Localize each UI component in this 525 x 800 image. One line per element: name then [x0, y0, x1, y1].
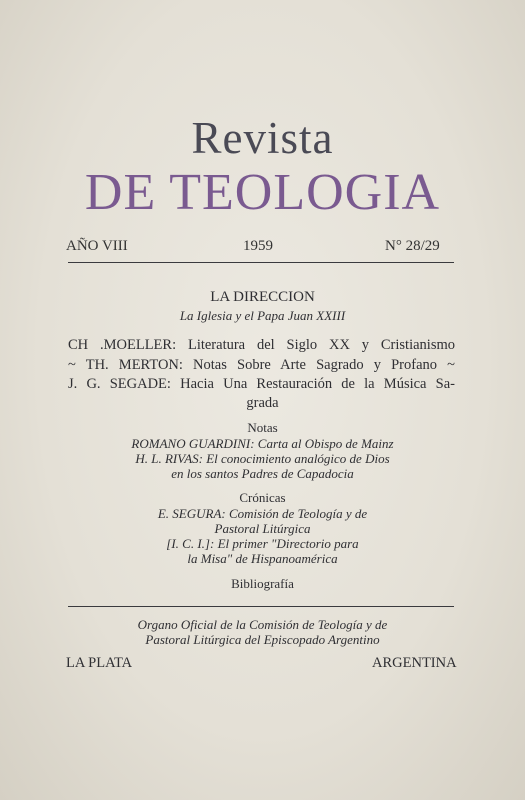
- title-de-teologia: DE TEOLOGIA: [84, 164, 441, 221]
- organo-line: Pastoral Litúrgica del Episcopado Argentino: [145, 632, 380, 647]
- footer-city: LA PLATA: [66, 655, 133, 671]
- cronicas-line: la Misa" de Hispanoamérica: [187, 551, 338, 566]
- direccion-subtitle: La Iglesia y el Papa Juan XXIII: [179, 308, 346, 323]
- issue-year: 1959: [243, 238, 273, 254]
- top-divider: [68, 262, 454, 263]
- bibliografia-heading: Bibliografía: [231, 576, 294, 591]
- article-line: ~ TH. MERTON: Notas Sobre Arte Sagrado y Profano ~: [68, 357, 455, 373]
- cronicas-line: [I. C. I.]: El primer "Directorio para: [166, 536, 359, 551]
- direccion-heading: LA DIRECCION: [210, 289, 315, 305]
- issue-number: N° 28/29: [385, 238, 440, 254]
- cronicas-line: E. SEGURA: Comisión de Teología y de: [157, 506, 368, 521]
- article-line: CH .MOELLER: Literatura del Siglo XX y Cristianismo: [68, 337, 455, 353]
- article-line: grada: [246, 395, 279, 411]
- notas-heading: Notas: [247, 420, 278, 435]
- cronicas-heading: Crónicas: [239, 490, 286, 505]
- issue-year-label: AÑO VIII: [66, 238, 128, 254]
- notas-line: en los santos Padres de Capadocia: [171, 466, 354, 481]
- bottom-divider: [68, 606, 454, 607]
- cronicas-line: Pastoral Litúrgica: [214, 521, 311, 536]
- article-line: J. G. SEGADE: Hacia Una Restauración de la Música Sa-: [68, 376, 455, 392]
- notas-line: H. L. RIVAS: El conocimiento analógico de Dios: [135, 451, 390, 466]
- footer-country: ARGENTINA: [372, 655, 457, 671]
- notas-line: ROMANO GUARDINI: Carta al Obispo de Mainz: [131, 436, 394, 451]
- title-revista: Revista: [191, 113, 334, 163]
- organo-line: Organo Oficial de la Comisión de Teología y de: [137, 617, 388, 632]
